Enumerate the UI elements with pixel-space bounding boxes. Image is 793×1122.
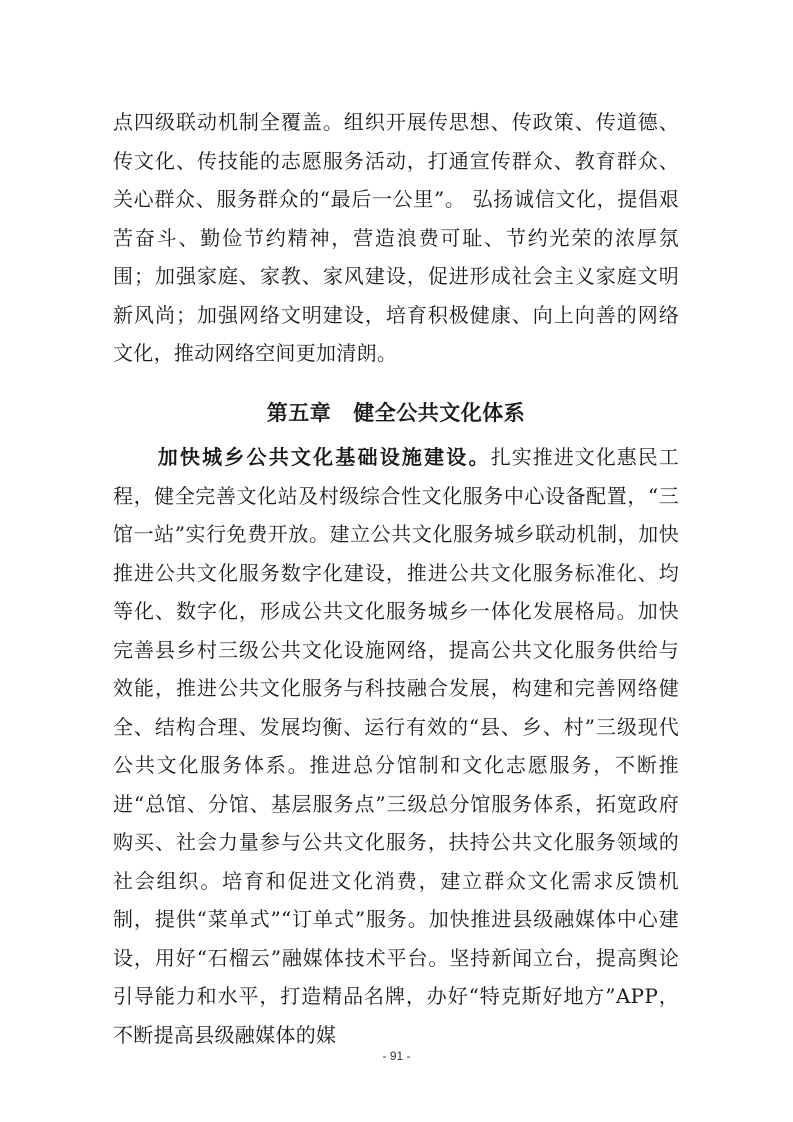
chapter-number: 第五章: [266, 401, 332, 425]
continued-paragraph-block: [113, 103, 679, 373]
page-number: - 91 -: [382, 1049, 411, 1063]
section-paragraph: [113, 438, 679, 1054]
section-lead: 加快城乡公共文化基础设施建设。: [157, 445, 491, 469]
section-paragraph-block: [113, 438, 679, 1054]
section-body: 扎实推进文化惠民工程，健全完善文化站及村级综合性文化服务中心设备配置，“三馆一站”实行免费开放。建立公共文化服务城乡联动机制，加快推进公共文化服务数字化建设，推进公共文化服务标准化、均等化、数字化，形成公共文化服务城乡一体化发展格局。加快完善县乡村三级公共文化设施网络，提高公共文化服务供给与效能，推进公共文化服务与科技融合发展，构建和完善网络健全、结构合理、发展均衡、运行有效的“县、乡、村”三级现代公共文化服务体系。推进总分馆制和文化志愿服务，不断推进“总馆、分馆、基层服务点”三级总分馆服务体系，拓宽政府购买、社会力量参与公共文化服务，扶持公共文化服务领域的社会组织。培育和促进文化消费，建立群众文化需求反馈机制，提供“菜单式”“订单式”服务。加快推进县级融媒体中心建设，用好“石榴云”融媒体技术平台。坚持新闻立台，提高舆论引导能力和水平，打造精品名牌，办好“特克斯好地方”APP，不断提高县级融媒体的媒: [113, 445, 680, 1047]
chapter-heading: [113, 397, 679, 427]
chapter-title: 健全公共文化体系: [353, 401, 526, 425]
continued-paragraph: 点四级联动机制全覆盖。组织开展传思想、传政策、传道德、传文化、传技能的志愿服务活动，打通宣传群众、教育群众、关心群众、服务群众的“最后一公里”。 弘扬诚信文化，提倡艰苦奋斗、勤俭节约精神，营造浪费可耻、节约光荣的浓厚氛围；加强家庭、家教、家风建设，促进形成社会主义家庭文明新风尚；加强网络文明建设，培育积极健康、向上向善的网络文化，推动网络空间更加清朗。: [113, 110, 679, 365]
